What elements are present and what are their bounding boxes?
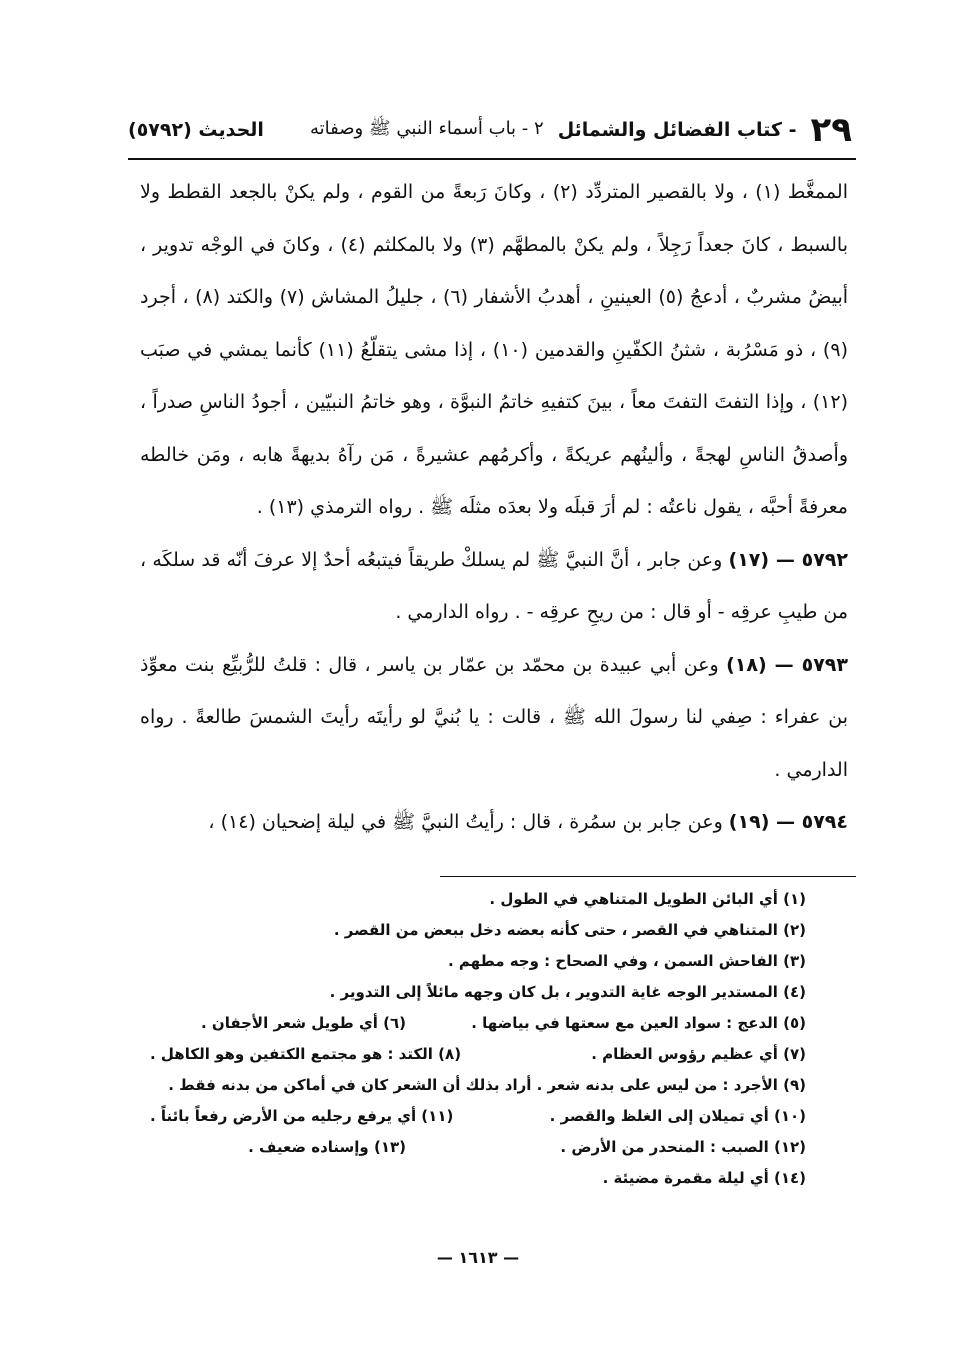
footnote: (١) أي البائن الطويل المتناهي في الطول .	[489, 890, 806, 908]
hadith-label: الحديث (٥٧٩٢)	[128, 119, 264, 141]
footnote: (٧) أي عظيم رؤوس العظام .	[591, 1045, 806, 1063]
footnote-line	[150, 946, 806, 977]
hadith-5793	[140, 639, 848, 797]
footnote-line	[150, 1070, 806, 1101]
footnote: (١١) أي يرفع رجليه من الأرض رفعاً بائناً .	[150, 1107, 454, 1125]
footnote-line	[150, 977, 806, 1008]
footnote: (١٢) الصبب : المنحدر من الأرض .	[560, 1138, 806, 1156]
main-text	[140, 166, 848, 849]
footnote-line	[150, 1101, 806, 1132]
footnote: (١٣) وإسناده ضعيف .	[248, 1138, 406, 1156]
hadith-number: ٥٧٩٢ — (١٧)	[728, 548, 848, 571]
chapter-title: ٢ - باب أسماء النبي ﷺ وصفاته	[309, 118, 544, 139]
footnote-line	[150, 884, 806, 915]
footnote: (٥) الدعج : سواد العين مع سعتها في بياضها .	[471, 1014, 806, 1032]
footnote: (٨) الكتد : هو مجتمع الكتفين وهو الكاهل .	[150, 1045, 462, 1063]
hadith-number: ٥٧٩٤ — (١٩)	[728, 811, 848, 833]
page-header	[128, 108, 852, 152]
footnote: (٦) أي طويل شعر الأجفان .	[200, 1014, 406, 1032]
footnote-rule	[440, 876, 856, 877]
footnote-line	[150, 1132, 806, 1163]
hadith-text: وعن أبي عبيدة بن محمّد بن عمّار بن ياسر ، قال : قلتُ للرُّبيِّع بنت معوِّذ بن عفراء : صِفي لنا رسولَ الله ﷺ ، قالت : يا بُنيَّ لو رأيتَه رأيتَ الشمسَ طالعةً . رواه الدارمي .	[140, 653, 848, 781]
footnote-line	[150, 1008, 806, 1039]
footnote: (٢) المتناهي في القصر ، حتى كأنه بعضه دخل ببعض من القصر .	[333, 921, 806, 939]
hadith-text: وعن جابر بن سمُرة ، قال : رأيتُ النبيَّ ﷺ في ليلة إضحيان (١٤) ،	[208, 811, 723, 833]
footnote: (١٤) أي ليلة مقمرة مضيئة .	[602, 1169, 806, 1187]
footnotes	[150, 884, 806, 1194]
hadith-5794	[140, 796, 848, 849]
paragraph-continuation: الممغَّط (١) ، ولا بالقصير المتردِّد (٢) ، وكانَ رَبعةً من القوم ، ولم يكنْ بالجعد القطط ولا بالسبط ، كانَ جعداً رَجِلاً ، ولم يكنْ بالمطهَّم (٣) ولا بالمكلثم (٤) ، وكانَ في الوجْه تدوير ، أبيضُ مشربٌ ، أدعجُ (٥) العينينِ ، أهدبُ الأشفار (٦) ، جليلُ المشاش (٧) والكتد (٨) ، أجرد (٩) ، ذو مَسْرُبة ، شثنُ الكفّينِ والقدمين (١٠) ، إذا مشى يتقلّعُ (١١) كأنما يمشي في صبَب (١٢) ، وإذا التفتَ التفتَ معاً ، بينَ كتفيهِ خاتمُ النبوَّة ، وهو خاتمُ النبيّين ، أجودُ الناسِ صدراً ، وأصدقُ الناسِ لهجةً ، وألينُهم عريكةً ، وأكرمُهم عشيرةً ، مَن رآهُ بديهةً هابه ، ومَن خالطه معرفةً أحبَّه ، يقول ناعتُه : لم أرَ قبلَه ولا بعدَه مثلَه ﷺ . رواه الترمذي (١٣) .	[140, 181, 849, 518]
header-rule	[128, 158, 856, 160]
footnote-line	[150, 915, 806, 946]
footnote: (٣) الفاحش السمن ، وفي الصحاح : وجه مطهم .	[448, 952, 806, 970]
footnote-line	[150, 1163, 806, 1194]
footnote-line	[150, 1039, 806, 1070]
book-title: - كتاب الفضائل والشمائل	[557, 119, 797, 141]
hadith-text: وعن جابر ، أنَّ النبيَّ ﷺ لم يسلكْ طريقاً فيتبعُه أحدٌ إلا عرفَ أنّه قد سلكَه ، من طيبِ عرقِه - أو قال : من ريحِ عرقِه - . رواه الدارمي .	[140, 548, 848, 623]
page-number: — ١٦١٣ —	[436, 1248, 520, 1267]
chapter-number: ٢٩	[810, 110, 852, 150]
hadith-5792	[140, 534, 848, 639]
hadith-number: ٥٧٩٣ — (١٨)	[726, 653, 848, 676]
footnote: (٩) الأجرد : من ليس على بدنه شعر . أراد بذلك أن الشعر كان في أماكن من بدنه فقط .	[168, 1076, 806, 1094]
footnote: (١٠) أي تميلان إلى الغلظ والقصر .	[549, 1107, 806, 1125]
header-right	[309, 110, 852, 150]
footnote: (٤) المستدير الوجه غاية التدوير ، بل كان وجهه مائلاً إلى التدوير .	[329, 983, 806, 1001]
